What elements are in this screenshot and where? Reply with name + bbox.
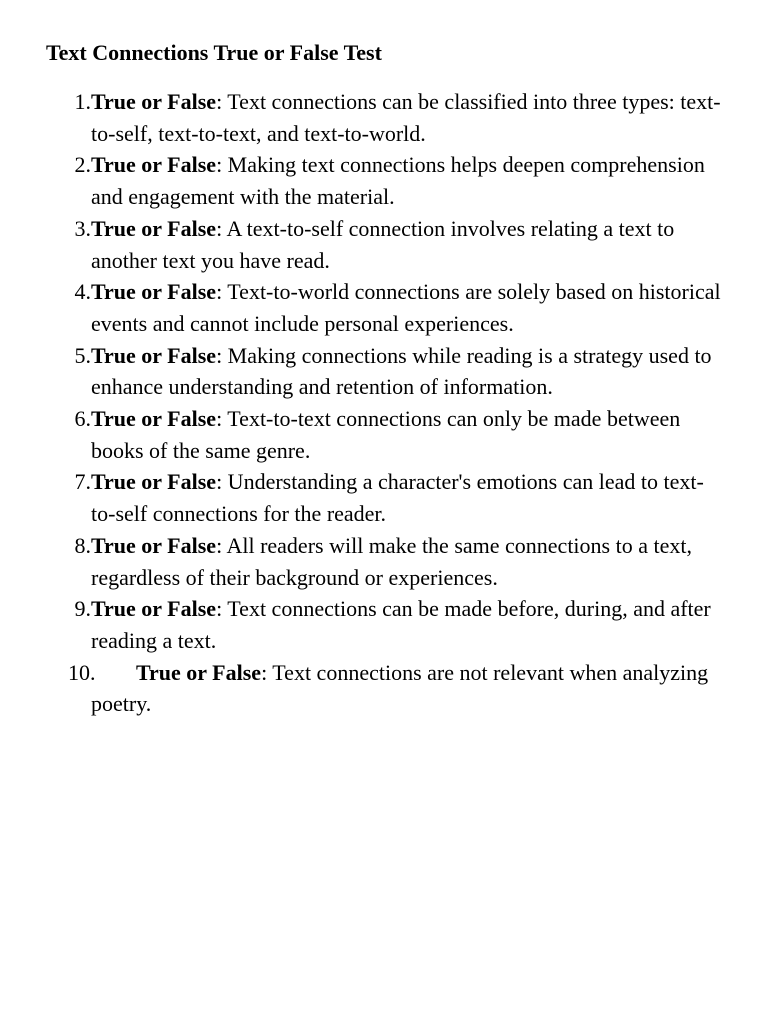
question-label: True or False [91,596,217,622]
question-number: 3. [74,215,91,241]
question-number: 2. [74,152,91,178]
question-item [0,276,768,339]
question-label: True or False [91,152,217,178]
question-item [0,149,768,212]
question-number: 5. [74,342,91,368]
question-text: : Text connections can be classified into three types: text-to-self, text-to-text, and text-to-world. [91,89,721,146]
question-item [0,213,768,276]
question-text: : Text connections are not relevant when analyzing poetry. [91,659,709,717]
question-label: True or False [91,215,217,241]
question-item [0,340,768,403]
question-number: 9. [74,596,91,622]
question-text: : Text-to-text connections can only be made between books of the same genre. [91,406,681,463]
question-number: 6. [74,406,91,432]
question-list [0,86,768,720]
question-label: True or False [91,532,217,558]
question-text: : Making text connections helps deepen comprehension and engagement with the material. [91,152,705,210]
question-text: : All readers will make the same connections to a text, regardless of their background or experiences. [91,532,692,590]
question-text: : Understanding a character's emotions can lead to text-to-self connections for the reader. [91,469,704,527]
question-number: 7. [74,469,91,495]
question-text: : Text-to-world connections are solely based on historical events and cannot include personal experiences. [91,279,721,336]
question-label: True or False [91,89,217,114]
question-text: : Text connections can be made before, during, and after reading a text. [91,596,711,653]
question-item [0,403,768,466]
question-label: True or False [91,279,217,305]
question-label: True or False [91,342,217,368]
question-text: : Making connections while reading is a strategy used to enhance understanding and retention of information. [91,342,712,400]
question-item [0,593,768,656]
question-number: 4. [74,279,91,305]
question-text: : A text-to-self connection involves relating a text to another text you have read. [91,215,675,273]
question-label: True or False [91,469,217,495]
question-number: 10. [68,659,96,685]
document-title: Text Connections True or False Test [46,40,382,65]
question-item [0,657,768,720]
question-item [0,86,768,149]
question-number: 8. [74,532,91,558]
question-number: 1. [74,89,91,114]
question-label: True or False [136,659,262,685]
question-item [0,466,768,529]
question-label: True or False [91,406,217,432]
question-item [0,530,768,593]
